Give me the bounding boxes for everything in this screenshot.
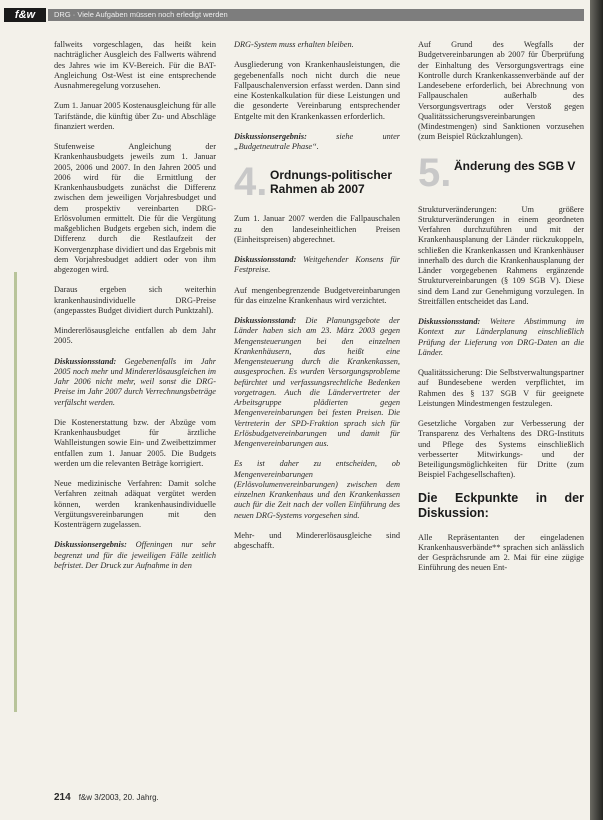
magazine-logo: f&w <box>4 8 46 22</box>
paragraph: DRG-System muss erhalten bleiben. <box>234 40 354 49</box>
section-title: Ordnungs-politischer Rahmen ab 2007 <box>270 168 393 197</box>
discussion-text: Die Planungsgebote der Länder haben sich am 23. März 2003 gegen Mengensteuerungen bei den einzelnen Krankenhäusern, das heißt eine Mengensteuerung durch die Krankenkassen, ausgesprochen. Es wurden Versorgungsprobleme befürchtet und verfassungsrechtliche Bedenken vorgetragen. Auch die Ländervertreter der Arbeitsgruppe plädierten gegen Mengenvereinbarungen bei festen Preisen. Die Vertreterin der SPD-Fraktion sprach sich für Erlösbudgetvereinbarungen und damit für Mengenvereinbarungen aus. <box>234 316 400 448</box>
discussion-label: Diskussionsergebnis: <box>54 540 127 550</box>
issue-info: f&w 3/2003, 20. Jahrg. <box>78 793 159 802</box>
paragraph: Zum 1. Januar 2005 Kostenausgleichung für alle Tarifstände, die künftig über Zu- und Abschläge finanziert werden. <box>54 101 216 131</box>
column-1 <box>54 40 216 581</box>
running-title: DRG · Viele Aufgaben müssen noch erledigt werden <box>48 9 584 21</box>
section-number: 5. <box>418 150 452 195</box>
discussion-note <box>234 316 400 449</box>
section-heading-5 <box>418 150 584 195</box>
page-number: 214 <box>54 792 71 803</box>
paragraph: Gesetzliche Vorgaben zur Verbesserung der Transparenz des Verhaltens des DRG-Instituts und Pflege des Systems einschließlich verbesserter Mitwirkungs- und der Beteiligungsmöglichkeiten für Dritte (zum Beispiel Fachgesellschaften). <box>418 419 584 480</box>
paragraph: Mehr- und Mindererlösausgleiche sind abgeschafft. <box>234 530 400 550</box>
paragraph: Strukturveränderungen: Um größere Strukturveränderungen in einem geordneten Verfahren durchzuführen und mit der Krankenhausplanung der Länder rückzukoppeln, schließen die Krankenkassen und Krankenhäuser innerhalb des durch die Krankenhausplanung der Länder vorgegebenen Rahmens ergänzende Strukturvereinbarungen (§ 109 SGB V). Diese sind dem Land zur Genehmigung vorzulegen. In Streitfällen entscheidet das Land. <box>418 204 584 306</box>
discussion-label: Diskussionsstand: <box>418 317 481 326</box>
discussion-note <box>418 317 584 358</box>
page-header <box>4 6 584 24</box>
paragraph: Mindererlösausgleiche entfallen ab dem Jahr 2005. <box>54 326 216 346</box>
paragraph: Die Kostenerstattung bzw. der Abzüge vom Krankenhausbudget für ärztliche Wahlleistungen sowie Ein- und Zweibettzimmer entfallen zum 1. Januar 2005. Die Budgets werden um die relevanten Beträge korrigiert. <box>54 417 216 468</box>
discussion-note <box>54 540 216 571</box>
section-number: 4. <box>234 160 268 205</box>
discussion-label: Diskussionsstand: <box>54 356 117 366</box>
paragraph: Es ist daher zu entscheiden, ob Mengenvereinbarungen (Erlösvolumenvereinbarungen) zwischen dem einzelnen Krankenhaus und den Krankenkassen auch für die Zeit nach der vollen Einführung des neuen DRG-Systems vorgesehen sind. <box>234 459 400 520</box>
paragraph: Daraus ergeben sich weiterhin krankenhausindividuelle DRG-Preise (angepasstes Budget dividiert durch Punktzahl). <box>54 285 216 315</box>
paragraph: Ausgliederung von Krankenhausleistungen, die gegebenenfalls noch nicht durch die neue Fallpauschalenversion erfasst werden. Dann sind eine Kostenkalkulation für diese Leistungen und die gesonderte Vereinbarung entsprechender Entgelte mit den Krankenkassen erforderlich. <box>234 60 400 121</box>
paragraph: Auf Grund des Wegfalls der Budgetvereinbarungen ab 2007 für Überprüfung der Einhaltung des Versorgungsvertrags eine Kontrolle durch Krankenkassenverbände auf der Landesebene erforderlich, bei Abrechnung von Fallpauschalen außerhalb des Versorgungsvertrags oder Verstoß gegen Qualitätssicherungsvereinbarungen (Mindestmengen) sind Sanktionen vorzusehen (zum Beispiel Rückzahlungen). <box>418 40 584 142</box>
paragraph: Auf mengenbegrenzende Budgetvereinbarungen für das einzelne Krankenhaus wird verzichtet. <box>234 285 400 305</box>
paragraph: Alle Repräsentanten der eingeladenen Krankenhausverbände** sprachen sich anlässlich der Gesprächsrunde am 2. Mai für eine zügige Einführung des neuen Ent- <box>418 532 584 573</box>
discussion-text: Weitere Abstimmung im Kontext zur Länderplanung einschließlich Prüfung der Lieferung von DRG-Daten an die Länder. <box>418 317 584 357</box>
section-heading-4 <box>234 160 400 205</box>
discussion-text: Offeningen nur sehr begrenzt und für die jeweiligen Fälle zeitlich befristet. Der Druck zur Aufnahme in den <box>54 540 216 570</box>
column-3 <box>418 40 584 584</box>
paragraph: fallweits vorgeschlagen, das heißt kein nachträglicher Ausgleich des Fallwerts während des Jahres wie im KV-Bereich. Für die BAT-Angleichung Ost-West ist eine entsprechende Ausnahmeregelung vorzusehen. <box>54 40 216 90</box>
paragraph: Neue medizinische Verfahren: Damit solche Verfahren zeitnah adäquat vergütet werden können, werden krankenhausindividuelle Vergütungsvereinbarungen mit den Kostenträgern zugelassen. <box>54 479 216 529</box>
discussion-text: Weitgehender Konsens für Festpreise. <box>234 255 400 275</box>
paragraph: Zum 1. Januar 2007 werden die Fallpauschalen zu den landeseinheitlichen Preisen (Einheitspreisen) abgerechnet. <box>234 214 400 244</box>
paragraph: Stufenweise Angleichung der Krankenhausbudgets jeweils zum 1. Januar 2005, 2006 und 2007. In den Jahren 2005 und 2006 wird für die Ermittlung der Krankenhausbudgets zunächst die Differenz zwischen dem jeweiligen Vorjahresbudget und dem prospektiv vereinbarten DRG-Erlösvolumen ermittelt. Die für die Vergütung maßgeblichen Budgets ergeben sich, indem die Differenz durch die Restlaufzeit der Konvergenzphase dividiert und das Ergebnis mit dem Vorjahresbudget addiert oder von ihm abgezogen wird. <box>54 142 216 274</box>
discussion-note <box>234 255 400 276</box>
discussion-text: Gegebenenfalls im Jahr 2005 noch mehr und Mindererlösausgleichen im Jahr 2006 nicht mehr, weil sonst die DRG-Preise im Jahr 2007 durch Verrechnungsbeträge verfälscht werden. <box>54 356 216 407</box>
section-title: Änderung des SGB V <box>454 158 576 173</box>
discussion-note <box>234 132 400 153</box>
margin-marker <box>14 272 17 712</box>
discussion-text: siehe unter „Budgetneutrale Phase“. <box>234 131 400 151</box>
discussion-note <box>54 357 216 408</box>
subheading: Die Eckpunkte in der Diskussion: <box>418 490 584 520</box>
discussion-label: Diskussionsstand: <box>234 316 297 325</box>
column-2 <box>234 40 400 561</box>
page-edge-shadow <box>590 0 603 820</box>
discussion-label: Diskussionsstand: <box>234 255 297 264</box>
page-footer <box>54 792 159 803</box>
discussion-label: Diskussionsergebnis: <box>234 131 307 141</box>
paragraph: Qualitätssicherung: Die Selbstverwaltungspartner auf Bundesebene werden verpflichtet, im Rahmen des § 137 SGB V für geeignete Leistungen Mindestmengen festzulegen. <box>418 368 584 408</box>
